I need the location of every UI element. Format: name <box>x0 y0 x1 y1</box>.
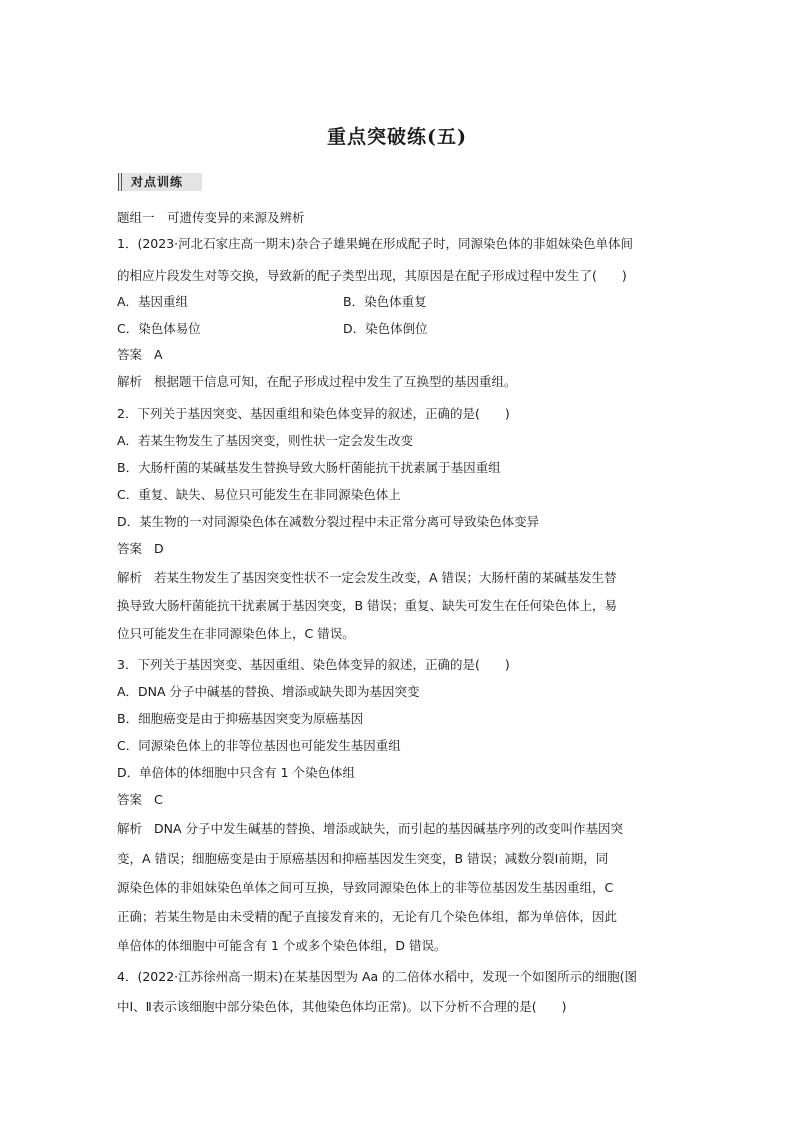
answer-label: 答案 <box>117 541 143 556</box>
answer-label: 答案 <box>117 792 143 807</box>
q3-option-a: A．DNA 分子中碱基的替换、增添或缺失即为基因突变 <box>117 684 420 699</box>
q1-analysis-text: 根据题干信息可知，在配子形成过程中发生了互换型的基因重组。 <box>154 374 517 389</box>
q2-analysis-line1 <box>117 570 617 586</box>
q3-analysis-text1: DNA 分子中发生碱基的替换、增添或缺失，而引起的基因碱基序列的改变叫作基因突 <box>154 821 624 836</box>
q3-analysis-line3: 源染色体的非姐妹染色单体之间可互换，导致同源染色体上的非等位基因发生基因重组，C <box>117 880 614 895</box>
q3-analysis-line5: 单倍体的体细胞中可能含有 1 个或多个染色体组，D 错误。 <box>117 938 447 953</box>
q1-option-a: A．基因重组 <box>117 294 189 309</box>
q2-option-b: B．大肠杆菌的某碱基发生替换导致大肠杆菌能抗干扰素属于基因重组 <box>117 460 501 475</box>
analysis-label: 解析 <box>117 570 143 585</box>
analysis-label: 解析 <box>117 821 143 836</box>
q3-analysis-line1 <box>117 821 623 837</box>
q2-option-a: A．若某生物发生了基因突变，则性状一定会发生改变 <box>117 433 414 448</box>
q3-analysis-line2: 变，A 错误；细胞癌变是由于原癌基因和抑癌基因发生突变，B 错误；减数分裂Ⅰ前期，同 <box>117 851 609 866</box>
q2-option-d: D．某生物的一对同源染色体在减数分裂过程中未正常分离可导致染色体变异 <box>117 514 540 529</box>
q2-answer <box>117 541 164 557</box>
q4-stem-line1: 4．(2022·江苏徐州高一期末)在某基因型为 Aa 的二倍体水稻中，发现一个如图所示的细胞(图 <box>117 969 638 984</box>
q3-analysis-line4: 正确；若某生物是由未受精的配子直接发育来的，无论有几个染色体组，都为单倍体，因此 <box>117 909 618 924</box>
q4-stem-line2: 中Ⅰ、Ⅱ表示该细胞中部分染色体，其他染色体均正常)。以下分析不合理的是( ) <box>117 999 567 1014</box>
q1-option-c: C．染色体易位 <box>117 321 201 336</box>
answer-label: 答案 <box>117 347 143 362</box>
q2-option-c: C．重复、缺失、易位只可能发生在非同源染色体上 <box>117 487 401 502</box>
q3-answer <box>117 792 163 808</box>
q1-answer <box>117 347 163 363</box>
section-tag: 对点训练 <box>118 173 202 191</box>
q1-stem-line2: 的相应片段发生对等交换，导致新的配子类型出现，其原因是在配子形成过程中发生了( ) <box>117 268 627 283</box>
q2-analysis-line3: 位只可能发生在非同源染色体上，C 错误。 <box>117 626 355 641</box>
analysis-label: 解析 <box>117 374 143 389</box>
group-heading: 题组一 可遗传变异的来源及辨析 <box>117 210 305 225</box>
q1-stem-line1: 1．(2023·河北石家庄高一期末)杂合子雄果蝇在形成配子时，同源染色体的非姐妹染色单体间 <box>117 236 633 251</box>
q1-option-d: D．染色体倒位 <box>343 321 428 336</box>
q1-answer-value: A <box>154 347 163 362</box>
q3-option-c: C．同源染色体上的非等位基因也可能发生基因重组 <box>117 738 401 753</box>
q1-analysis <box>117 374 517 390</box>
q3-answer-value: C <box>154 792 163 807</box>
q3-option-d: D．单倍体的体细胞中只含有 1 个染色体组 <box>117 765 356 780</box>
q2-stem: 2．下列关于基因突变、基因重组和染色体变异的叙述，正确的是( ) <box>117 406 510 421</box>
q2-analysis-text1: 若某生物发生了基因突变性状不一定会发生改变，A 错误；大肠杆菌的某碱基发生替 <box>154 570 617 585</box>
q1-option-b: B．染色体重复 <box>343 294 427 309</box>
q2-analysis-line2: 换导致大肠杆菌能抗干扰素属于基因突变，B 错误；重复、缺失可发生在任何染色体上，易 <box>117 598 618 613</box>
q3-option-b: B．细胞癌变是由于抑癌基因突变为原癌基因 <box>117 711 364 726</box>
page-title: 重点突破练(五) <box>327 126 467 148</box>
q2-answer-value: D <box>154 541 164 556</box>
q3-stem: 3．下列关于基因突变、基因重组、染色体变异的叙述，正确的是( ) <box>117 657 510 672</box>
